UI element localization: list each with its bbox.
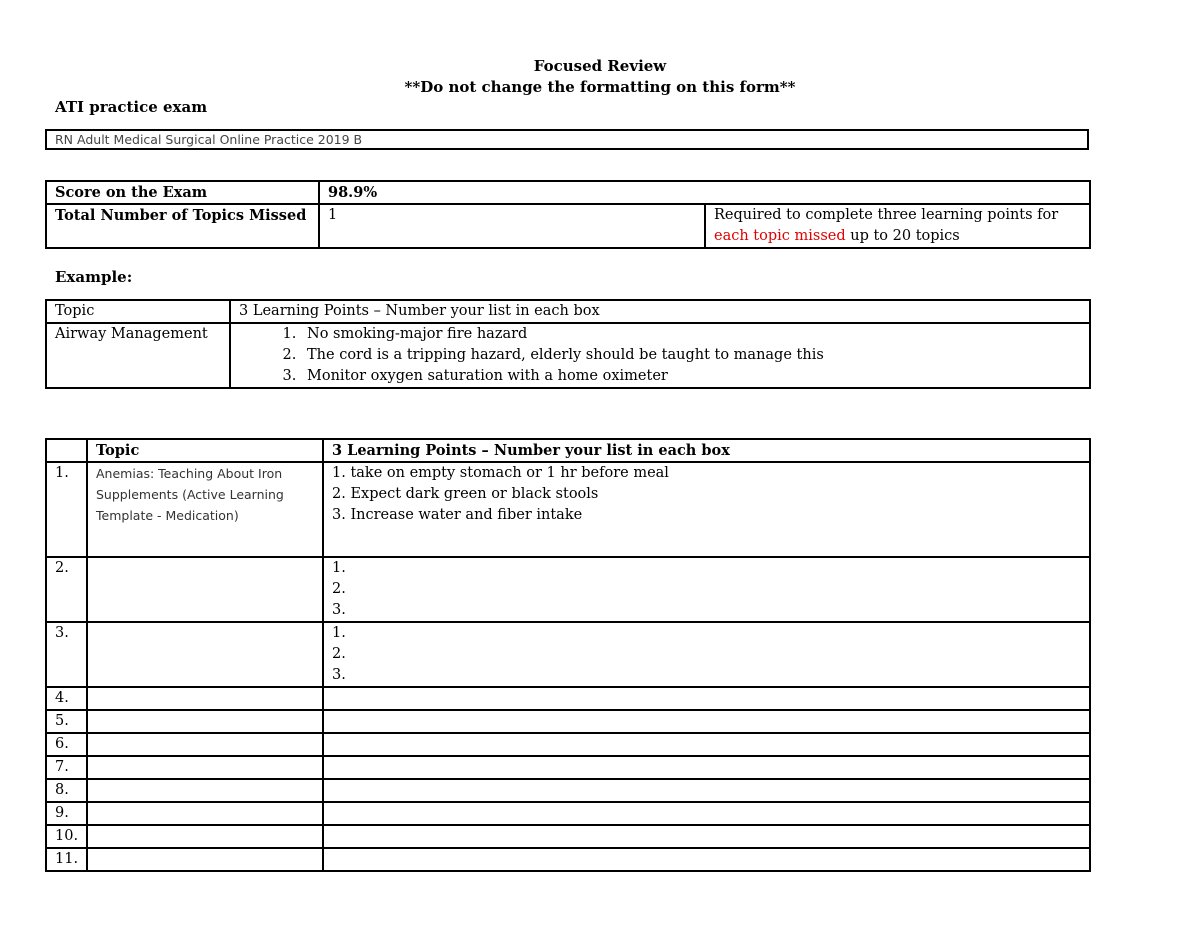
row-number: 10. <box>46 825 87 848</box>
row-number: 9. <box>46 802 87 825</box>
col-points-header: 3 Learning Points – Number your list in each box <box>323 439 1090 462</box>
note-prefix: Required to complete three learning points for <box>714 207 1059 223</box>
topic-cell[interactable] <box>87 848 323 871</box>
example-topic: Airway Management <box>46 323 230 388</box>
learning-point: 1. <box>332 625 346 641</box>
example-point: 1. No smoking-major fire hazard <box>301 324 1081 345</box>
learning-point: 3. <box>332 667 346 683</box>
requirement-note <box>705 204 1090 248</box>
note-highlight: each topic missed <box>714 228 846 244</box>
learning-points-table <box>45 438 1091 872</box>
exam-name-table <box>45 129 1089 150</box>
learning-point: 1. take on empty stomach or 1 hr before meal <box>332 465 669 481</box>
points-cell[interactable] <box>323 756 1090 779</box>
example-points-list <box>239 324 1081 387</box>
row-number: 7. <box>46 756 87 779</box>
points-cell[interactable] <box>323 687 1090 710</box>
example-point: 3. Monitor oxygen saturation with a home oximeter <box>301 366 1081 387</box>
note-suffix: up to 20 topics <box>845 228 960 244</box>
topic-cell[interactable] <box>87 825 323 848</box>
score-value[interactable]: 98.9% <box>319 181 1090 204</box>
topic-cell[interactable] <box>87 802 323 825</box>
row-number: 3. <box>46 622 87 687</box>
doc-title: Focused Review <box>533 57 667 75</box>
topic-cell[interactable] <box>87 687 323 710</box>
exam-name-field[interactable]: RN Adult Medical Surgical Online Practice 2019 B <box>46 130 1088 149</box>
points-cell[interactable] <box>323 825 1090 848</box>
points-cell[interactable] <box>323 462 1090 557</box>
topic-cell[interactable] <box>87 710 323 733</box>
topic-cell[interactable]: Anemias: Teaching About Iron Supplements (Active Learning Template - Medication) <box>87 462 323 557</box>
row-number: 11. <box>46 848 87 871</box>
points-cell[interactable] <box>323 802 1090 825</box>
score-label: Score on the Exam <box>46 181 319 204</box>
learning-point: 3. Increase water and fiber intake <box>332 507 583 523</box>
topic-cell[interactable] <box>87 622 323 687</box>
example-col-topic: Topic <box>46 300 230 323</box>
row-number: 4. <box>46 687 87 710</box>
topics-missed-label: Total Number of Topics Missed <box>46 204 319 248</box>
learning-point: 2. <box>332 646 346 662</box>
ati-practice-exam-label: ATI practice exam <box>55 98 208 116</box>
row-number: 1. <box>46 462 87 557</box>
row-number: 6. <box>46 733 87 756</box>
example-point: 2. The cord is a tripping hazard, elderly should be taught to manage this <box>301 345 1081 366</box>
topic-cell[interactable] <box>87 779 323 802</box>
col-topic-header: Topic <box>87 439 323 462</box>
example-col-points: 3 Learning Points – Number your list in each box <box>230 300 1090 323</box>
points-cell[interactable] <box>323 710 1090 733</box>
row-number: 5. <box>46 710 87 733</box>
row-number: 8. <box>46 779 87 802</box>
learning-point: 2. <box>332 581 346 597</box>
points-cell[interactable] <box>323 733 1090 756</box>
example-table <box>45 299 1091 389</box>
points-cell[interactable] <box>323 622 1090 687</box>
example-points <box>230 323 1090 388</box>
col-number <box>46 439 87 462</box>
learning-point: 2. Expect dark green or black stools <box>332 486 599 502</box>
points-cell[interactable] <box>323 557 1090 622</box>
example-label: Example: <box>55 268 133 286</box>
points-cell[interactable] <box>323 779 1090 802</box>
learning-point: 1. <box>332 560 346 576</box>
topic-cell[interactable] <box>87 733 323 756</box>
score-table <box>45 180 1091 249</box>
topic-cell[interactable] <box>87 756 323 779</box>
points-cell[interactable] <box>323 848 1090 871</box>
doc-subtitle: **Do not change the formatting on this form** <box>404 78 796 96</box>
row-number: 2. <box>46 557 87 622</box>
learning-point: 3. <box>332 602 346 618</box>
topic-cell[interactable] <box>87 557 323 622</box>
topics-missed-value[interactable]: 1 <box>319 204 705 248</box>
